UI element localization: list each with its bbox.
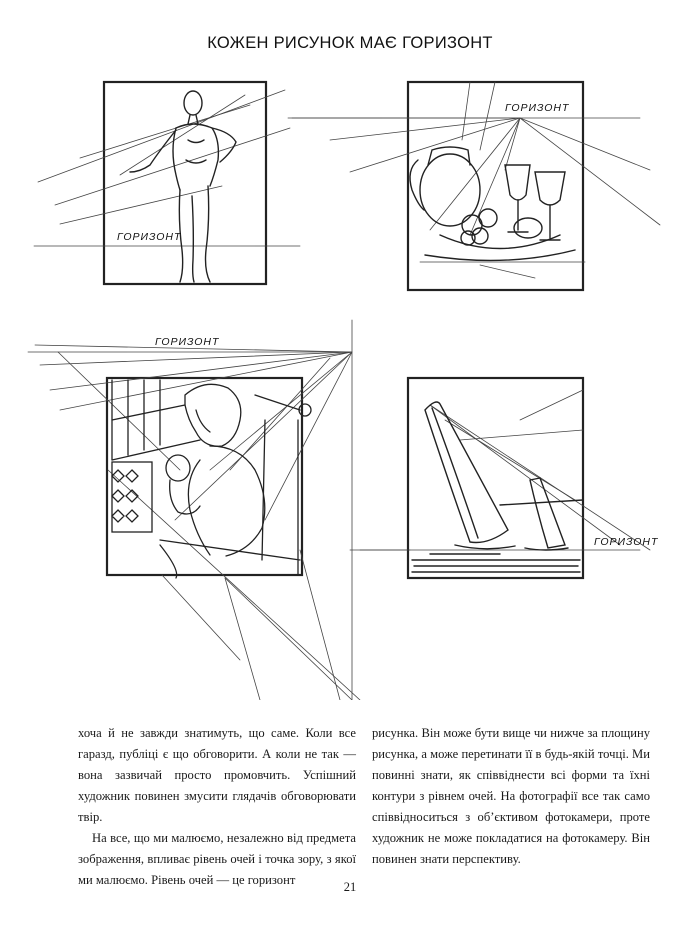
figure-still-life — [288, 82, 660, 290]
paragraph: На все, що ми малюємо, незалежно від предмета зображення, впливає рівень очей і точка зору, з якої ми малюємо. Рівень очей — це горизонт — [78, 831, 356, 887]
text-column-left — [78, 723, 356, 891]
page-number: 21 — [343, 880, 357, 894]
page-title: КОЖЕН РИСУНОК МАЄ ГОРИЗОНТ — [207, 34, 493, 52]
paragraph: хоча й не завжди знатимуть, що саме. Коли все гаразд, публіці є що обговорити. А коли не так — вона зазвичай просто промовчить. Успішний художник повинен змусити глядачів обговорювати твір. — [78, 726, 356, 824]
figure-sailboats — [360, 378, 659, 578]
horizon-label: ГОРИЗОНТ — [594, 536, 659, 548]
paragraph: рисунка. Він може бути вище чи нижче за площину рисунка, а може перетинати її в будь-якій точці. Ми повинні знати, як співвіднести всі форми та їхні контури з рівнем очей. На фотографії все так само співвідноситься з об’єктивом фотокамери, проте художник не може покладатися на фотокамеру. Він повинен знати перспективу. — [372, 726, 650, 866]
figure-girl-with-doll — [28, 320, 410, 700]
horizon-label: ГОРИЗОНТ — [117, 231, 182, 243]
figure-standing-man — [34, 82, 300, 284]
horizon-label: ГОРИЗОНТ — [505, 102, 570, 114]
text-column-right — [372, 723, 650, 870]
horizon-label: ГОРИЗОНТ — [155, 336, 220, 348]
